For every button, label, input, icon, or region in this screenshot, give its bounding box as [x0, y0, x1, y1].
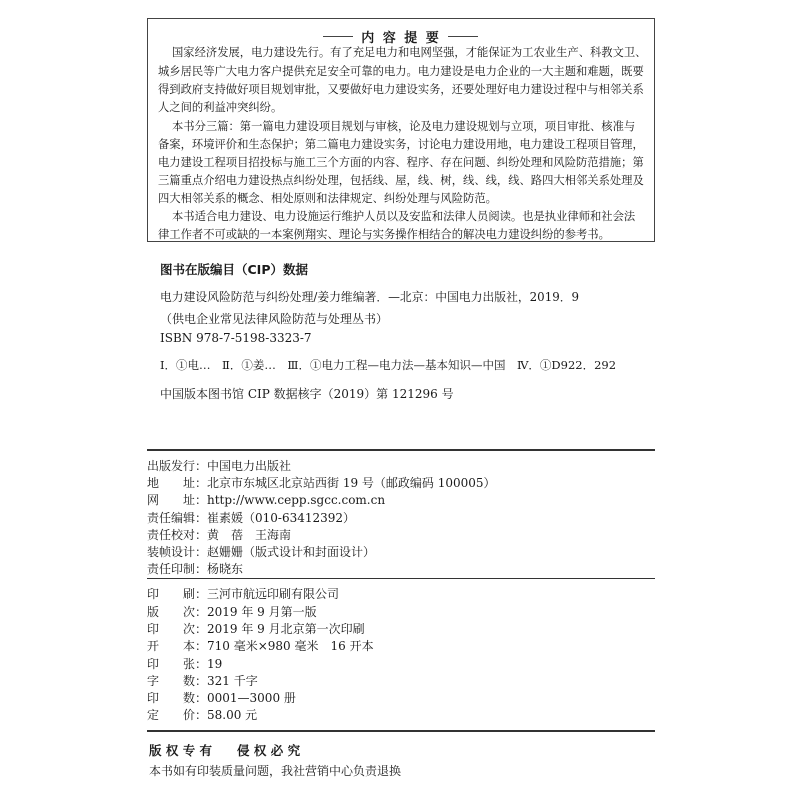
field-value: 0001—3000 册: [207, 691, 296, 705]
cip-line: （供电企业常见法律风险防范与处理丛书）: [160, 312, 389, 326]
summary-line: 得到政府支持做好项目规划审批，又要做好电力建设实务，还要处理好电力建设过程中与相邻关系: [158, 83, 644, 96]
field-value: 杨晓东: [207, 562, 244, 576]
summary-box: [147, 18, 655, 242]
cip-heading: 图书在版编目（CIP）数据: [160, 262, 308, 277]
divider: [147, 730, 655, 732]
printing-row: [147, 689, 296, 706]
publisher-row: [147, 543, 375, 560]
printing-row: [147, 672, 258, 689]
field-value: 中国电力出版社: [207, 459, 292, 473]
publisher-row: [147, 509, 355, 526]
summary-line: 备案，环境评价和生态保护；第二篇电力建设实务，讨论电力建设用地，电力建设工程项目管理，: [158, 138, 644, 151]
field-value: 2019 年 9 月第一版: [207, 605, 317, 619]
publisher-row: [147, 560, 243, 577]
field-value: 三河市航远印刷有限公司: [207, 587, 340, 601]
field-value: 321 千字: [207, 674, 258, 688]
title-rule-right: [448, 36, 478, 37]
field-value: 58.00 元: [207, 708, 258, 722]
publisher-row: [147, 474, 496, 491]
printing-row: [147, 706, 257, 723]
divider: [147, 578, 655, 579]
field-label: 责任校对：: [147, 528, 208, 542]
summary-line: 城乡居民等广大电力客户提供充足安全可靠的电力。电力建设是电力企业的一大主题和难题，既要: [158, 65, 644, 78]
summary-title: 内 容 提 要: [361, 31, 441, 46]
summary-line: 电力建设工程项目招投标与施工三个方面的内容、程序、存在问题、纠纷处理和风险防范措施；第: [158, 156, 644, 169]
summary-line: 人之间的利益冲突纠纷。: [158, 101, 283, 114]
field-value: 黄 蓓 王海南: [207, 528, 292, 542]
publisher-row: [147, 526, 291, 543]
field-label: 开 本：: [147, 639, 208, 653]
cip-classification: Ⅰ．①电… Ⅱ．①姜… Ⅲ．①电力工程—电力法—基本知识—中国 Ⅳ．①D922．292: [160, 358, 617, 372]
printing-row: [147, 585, 339, 602]
field-value: 710 毫米×980 毫米 16 开本: [207, 639, 374, 653]
field-label: 字 数：: [147, 674, 208, 688]
printing-row: [147, 603, 317, 620]
copyright-notice: 本书如有印装质量问题，我社营销中心负责退换: [149, 764, 402, 778]
publisher-row: [147, 457, 291, 474]
summary-line: 本书分三篇：第一篇电力建设项目规划与审核，论及电力建设规划与立项，项目审批、核准与: [172, 120, 636, 133]
field-value: 北京市东城区北京站西街 19 号（邮政编码 100005）: [207, 476, 496, 490]
summary-line: 律工作者不可或缺的一本案例翔实、理论与实务操作相结合的解决电力建设纠纷的参考书。: [158, 228, 610, 241]
copyright-heading: 版 权 专 有 侵 权 必 究: [149, 743, 301, 758]
publisher-row: [147, 491, 385, 508]
field-label: 装帧设计：: [147, 545, 208, 559]
summary-line: 四大相邻关系的概念、相处原则和法律规定、纠纷处理与风险防范。: [158, 192, 497, 205]
field-label: 印 张：: [147, 657, 208, 671]
field-label: 责任印制：: [147, 562, 208, 576]
summary-line: 本书适合电力建设、电力设施运行维护人员以及安监和法律人员阅读。也是执业律师和社会法: [172, 210, 636, 223]
printing-row: [147, 637, 374, 654]
field-value: 崔素媛（010-63412392）: [207, 511, 356, 525]
field-value: http://www.cepp.sgcc.com.cn: [207, 493, 386, 507]
cip-isbn: ISBN 978-7-5198-3323-7: [160, 331, 312, 345]
summary-line: 三篇重点介绍电力建设热点纠纷处理，包括线、屋，线、树，线、线，线、路四大相邻关系处理及: [158, 174, 644, 187]
field-value: 赵姗姗（版式设计和封面设计）: [207, 545, 376, 559]
printing-row: [147, 620, 365, 637]
field-label: 版 次：: [147, 605, 208, 619]
summary-line: 国家经济发展，电力建设先行。有了充足电力和电网坚强，才能保证为工农业生产、科教文卫、: [172, 46, 647, 59]
divider: [147, 449, 655, 451]
printing-row: [147, 655, 222, 672]
cip-line: 电力建设风险防范与纠纷处理/姜力维编著．—北京：中国电力出版社，2019．9: [160, 290, 580, 304]
field-label: 印 次：: [147, 622, 208, 636]
field-label: 出版发行：: [147, 459, 208, 473]
field-label: 定 价：: [147, 708, 208, 722]
field-label: 地 址：: [147, 476, 208, 490]
field-label: 印 刷：: [147, 587, 208, 601]
field-label: 网 址：: [147, 493, 208, 507]
field-value: 2019 年 9 月北京第一次印刷: [207, 622, 365, 636]
field-label: 责任编辑：: [147, 511, 208, 525]
field-label: 印 数：: [147, 691, 208, 705]
field-value: 19: [207, 657, 223, 671]
cip-line: 中国版本图书馆 CIP 数据核字（2019）第 121296 号: [160, 387, 454, 401]
